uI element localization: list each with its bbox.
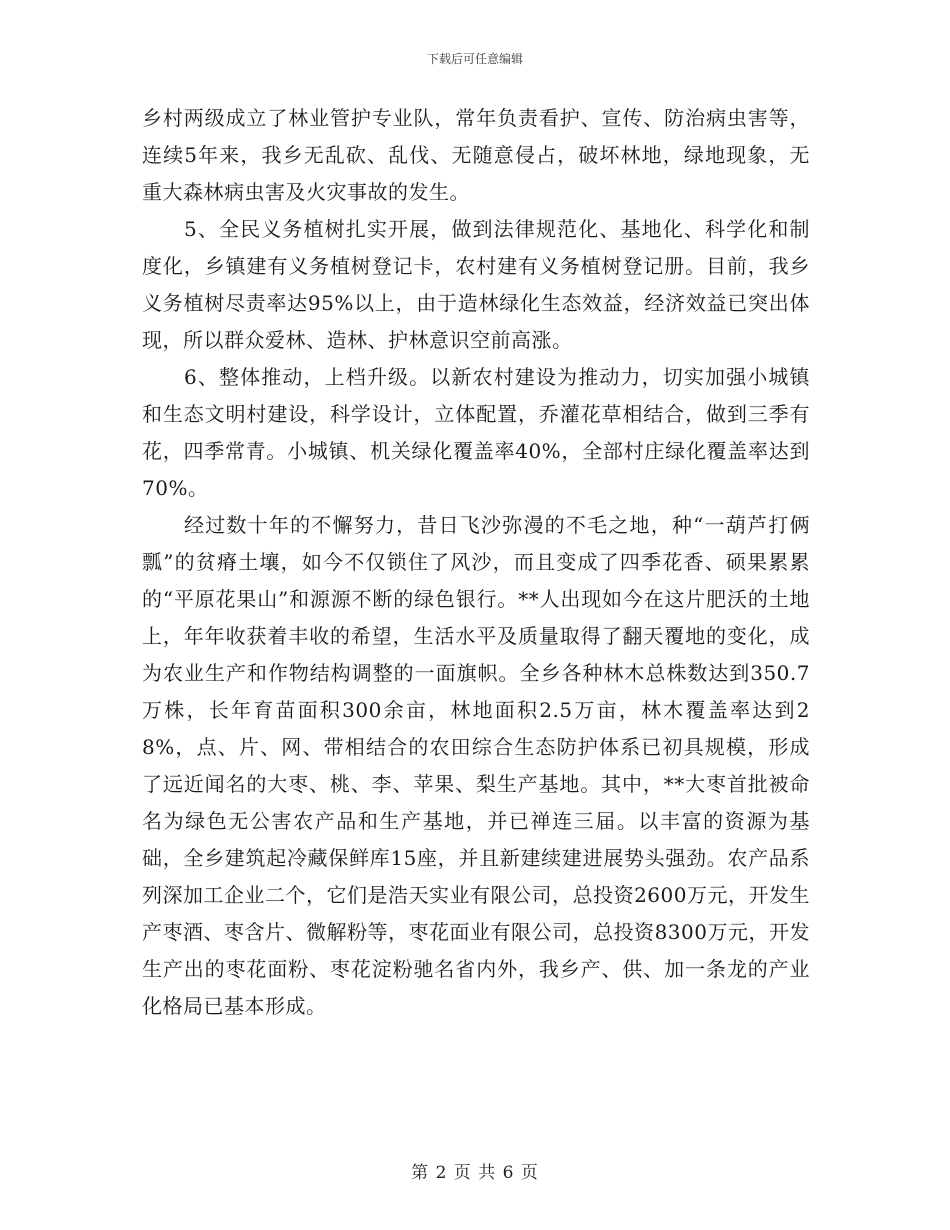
document-body	[142, 100, 810, 1025]
page-header: 下载后可任意编辑	[426, 52, 523, 66]
paragraph-summary: 经过数十年的不懈努力，昔日飞沙弥漫的不毛之地，种“一葫芦打俩瓢”的贫瘠土壤，如今不仅锁住了风沙，而且变成了四季花香、硕果累累的“平原花果山”和源源不断的绿色银行。**人出现如今在这片肥沃的土地上，年年收获着丰收的希望，生活水平及质量取得了翻天覆地的变化，成为农业生产和作物结构调整的一面旗帜。全乡各种林木总株数达到350.7万株，长年育苗面积300余亩，林地面积2.5万亩，林木覆盖率达到28%，点、片、网、带相结合的农田综合生态防护体系已初具规模，形成了远近闻名的大枣、桃、李、苹果、梨生产基地。其中，**大枣首批被命名为绿色无公害农产品和生产基地，并已禅连三届。以丰富的资源为基础，全乡建筑起冷藏保鲜库15座，并且新建续建进展势头强劲。农产品系列深加工企业二个，它们是浩天实业有限公司，总投资2600万元，开发生产枣酒、枣含片、微解粉等，枣花面业有限公司，总投资8300万元，开发生产出的枣花面粉、枣花淀粉驰名省内外，我乡产、供、加一条龙的产业化格局已基本形成。	[142, 513, 810, 1018]
paragraph-item-6: 6、整体推动，上档升级。以新农村建设为推动力，切实加强小城镇和生态文明村建设，科学设计，立体配置，乔灌花草相结合，做到三季有花，四季常青。小城镇、机关绿化覆盖率40%，全部村庄绿化覆盖率达到70%。	[142, 365, 810, 500]
page-number-footer: 第 2 页 共 6 页	[411, 1163, 539, 1183]
paragraph-item-5: 5、全民义务植树扎实开展，做到法律规范化、基地化、科学化和制度化，乡镇建有义务植树登记卡，农村建有义务植树登记册。目前，我乡义务植树尽责率达95%以上，由于造林绿化生态效益，经济效益已突出体现，所以群众爱林、造林、护林意识空前高涨。	[142, 217, 810, 352]
paragraph-continued: 乡村两级成立了林业管护专业队，常年负责看护、宣传、防治病虫害等，连续5年来，我乡无乱砍、乱伐、无随意侵占，破坏林地，绿地现象，无重大森林病虫害及火灾事故的发生。	[142, 106, 810, 204]
